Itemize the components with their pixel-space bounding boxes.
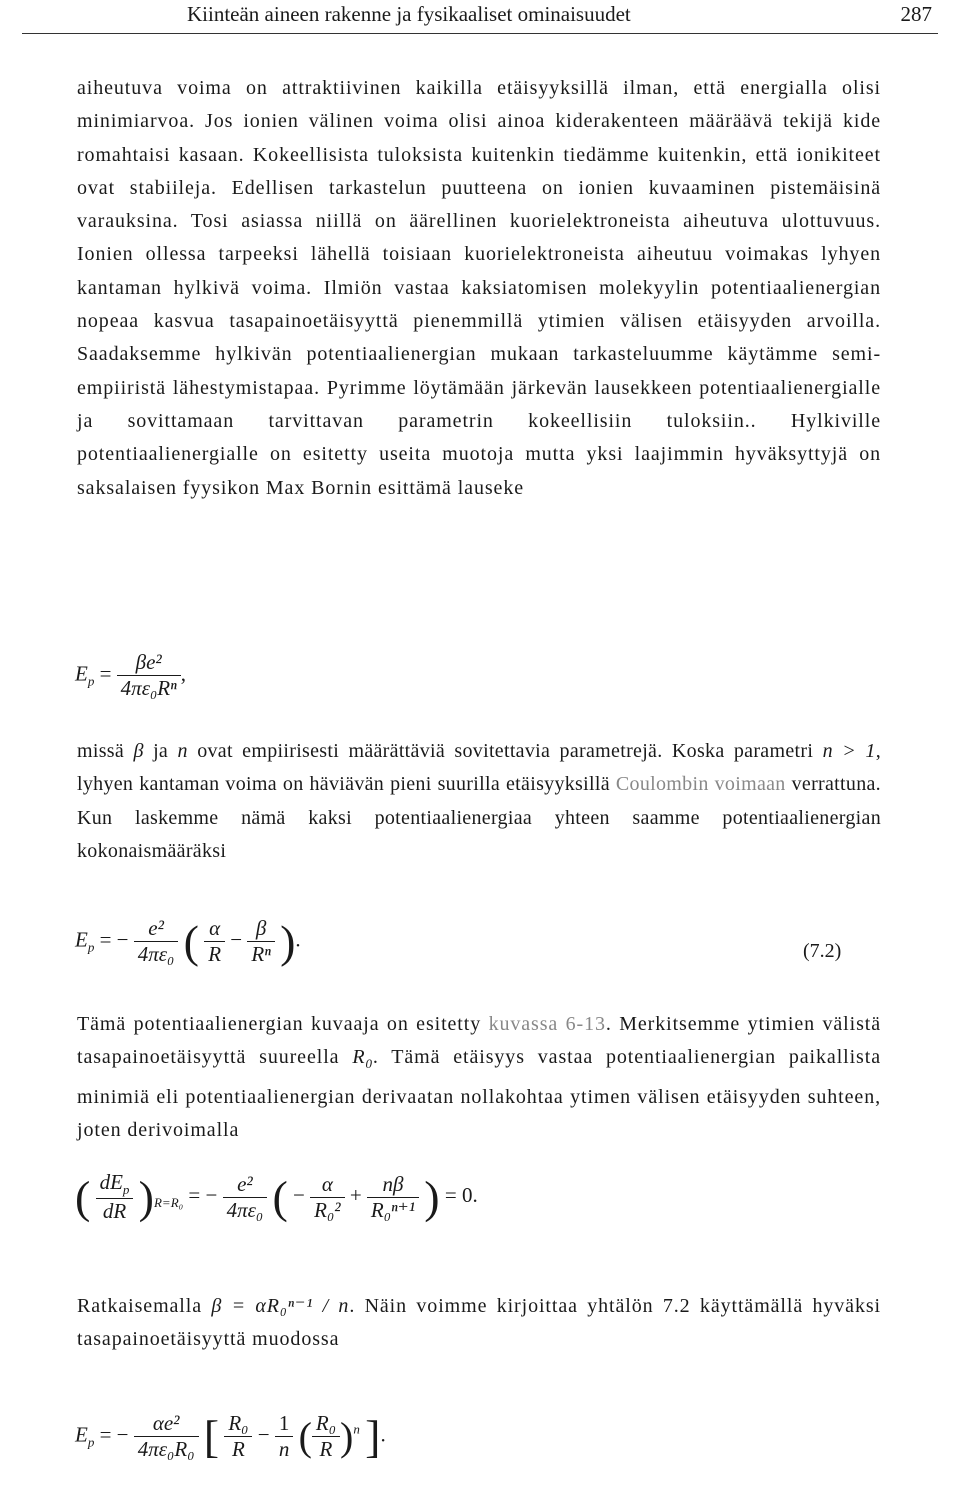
figure-link[interactable]: kuvassa 6-13	[488, 1013, 606, 1035]
equation-born: $E_p$ = $\frac{\text{βe²}}{\text{4πε₀Rⁿ}}$ ,	[75, 650, 186, 700]
equation-derivative: ( $\frac{dE_p}{dR}$ )$_{R=R_0}$ = − $\frac{\text{e²}}{\text{4πε₀}}$ ( − $\frac{\alpha}{\text{R₀²}}$ + $\frac{n\beta}{\text{R₀ⁿ⁺¹}}$ ) = 0.	[75, 1170, 478, 1224]
page-header	[22, 0, 938, 34]
equation-number: (7.2)	[803, 940, 842, 962]
equation-7-2: $E_p$ = − $\frac{\text{e²}}{\text{4πε₀}}$ ( $\frac{\alpha}{R}$ − $\frac{\beta}{\text{Rⁿ}}$ ).	[75, 916, 301, 967]
paragraph-4: Tämä potentiaalienergian kuvaaja on esitetty kuvassa 6-13. Merkitsemme ytimien välistä tasapainoetäisyyttä suureella $R_0$. Tämä etäisyys vastaa potentiaalienergian paikallista minimiä eli potentiaalienergian derivaatan nollakohtaa ytimen välisen etäisyyden suhteen, joten derivoimalla	[77, 1013, 881, 1141]
paragraph-3: missä β ja n ovat empiirisesti määrättäviä sovitettavia parametrejä. Koska parametri n > 1, lyhyen kantaman voima on häviävän pieni suurilla etäisyyksillä Coulombin voimaan verrattuna. Kun laskemme nämä kaksi potentiaalienergiaa yhteen saamme potentiaalienergian kokonaismääräksi	[77, 740, 881, 862]
page-number: 287	[900, 2, 932, 26]
coulomb-link[interactable]: Coulombin voimaan	[615, 773, 786, 796]
equation-final: $E_p$ = − $\frac{\text{αe²}}{\text{4πε₀R₀}}$ [ $\frac{\text{R₀}}{R}$ − $\frac{1}{n}$ ( $\frac{\text{R₀}}{R}$ )$^n$ ].	[75, 1411, 386, 1462]
born-fraction: $\frac{\text{βe²}}{\text{4πε₀Rⁿ}}$	[117, 650, 181, 701]
paragraph-2-text: Ionien ollessa tarpeeksi lähellä toisiaan kuorielektroneista aiheutuu voimakas lyhyen kantaman hylkivä voima. Ilmiön vastaa kaksiatomisen molekyylin potentiaalienergian nopeaa kasvua tasapainoetäisyyttä pienemmillä ytimien välisen etäisyyden arvoilla. Saadaksemme hylkivän potentiaalienergian mukaan tarkasteluumme käytämme semi-empiiristä lähestymistapaa. Pyrimme löytämään järkevän lausekkeen potentiaalienergialle ja sovittamaan tarvittavan parametrin kokeellisiin tuloksiin.. Hylkiville potentiaalienergialle on esitetty useita muotoja mutta yksi laajimmin hyväksyttyjä on saksalaisen fyysikon Max Bornin esittämä lauseke	[77, 243, 881, 499]
paragraph-5: Ratkaisemalla β = αR₀ⁿ⁻¹ / n. Näin voimme kirjoittaa yhtälön 7.2 käyttämällä hyväksi tasapainoetäisyyttä muodossa	[77, 1295, 881, 1351]
paragraph-1: aiheutuva voima on attraktiivinen kaikilla etäisyyksillä ilman, että energialla olisi minimiarvoa. Jos ionien välinen voima olisi ainoa kiderakenteen määräävä tekijä kide romahtaisi kasaan. Kokeellisista tuloksista kuitenkin tiedämme kuitenkin, että ionikiteet ovat stabiileja. Edellisen tarkastelun puutteena on ionien kuvaaminen pistemäisinä varauksina. Tosi asiassa niillä on äärellinen kuorielektroneista aiheutuva ulottuvuus. Ionien ollessa tarpeeksi lähellä toisiaan kuorielektroneista aiheutuu voimakas lyhyen kantaman hylkivä voima. Ilmiön vastaa kaksiatomisen molekyylin potentiaalienergian nopeaa kasvua tasapainoetäisyyttä pienemmillä ytimien välisen etäisyyden arvoilla. Saadaksemme hylkivän potentiaalienergian mukaan tarkasteluumme käytämme semi-empiiristä lähestymistapaa. Pyrimme löytämään järkevän lausekkeen potentiaalienergialle ja sovittamaan tarvittavan parametrin kokeellisiin tuloksiin.. Hylkiville potentiaalienergialle on esitetty useita muotoja mutta yksi laajimmin hyväksyttyjä on saksalaisen fyysikon Max Bornin esittämä lauseke	[77, 77, 881, 499]
running-title: Kiinteän aineen rakenne ja fysikaaliset ominaisuudet	[187, 2, 631, 26]
